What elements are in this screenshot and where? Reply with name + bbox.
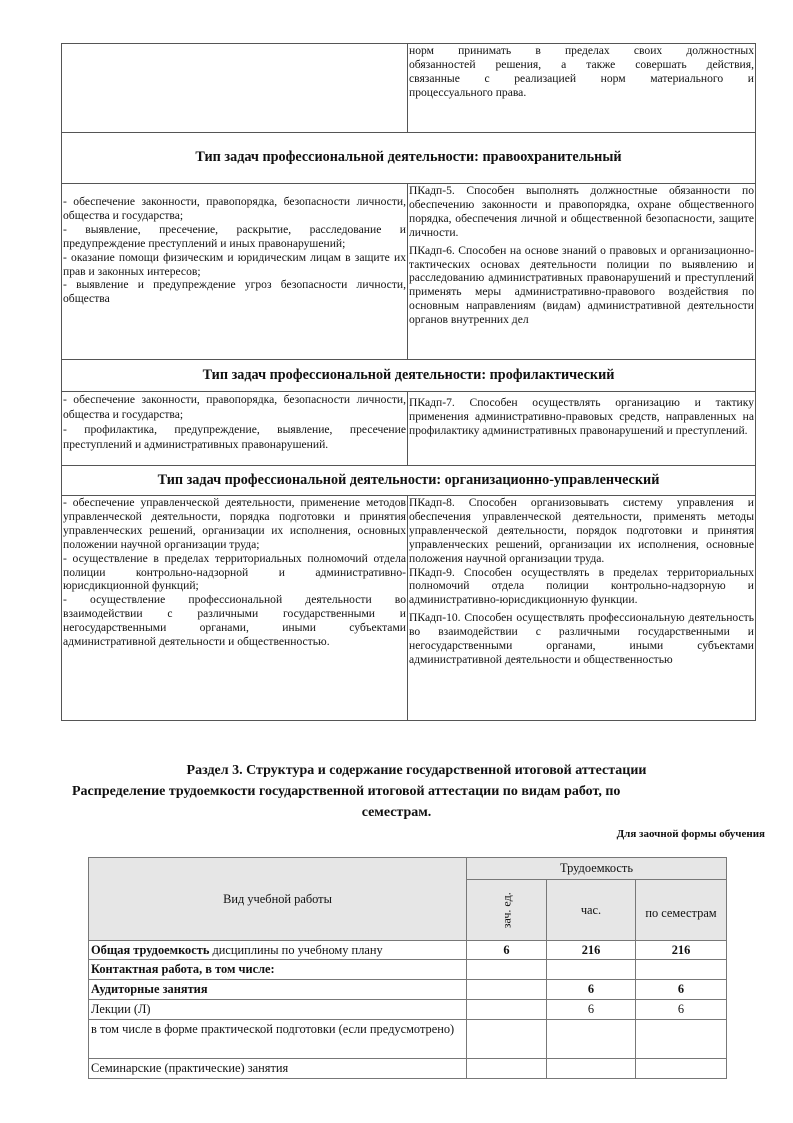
tasks-cell: - обеспечение законности, правопорядка, безопасности личности, общества и государства; - профилактика, предупреждение, выявление, пресечение преступлений и административных правонарушений.	[62, 392, 408, 466]
cell-zet	[467, 980, 547, 1000]
section3-subtitle-line1: Распределение трудоемкости государственной итоговой аттестации по видам работ, по	[72, 784, 621, 799]
table-row-seminars	[89, 1059, 727, 1079]
cell-hours: 6	[547, 1000, 636, 1020]
row-label: в том числе в форме практической подготовки (если предусмотрено)	[89, 1020, 467, 1059]
section3-title: Раздел 3. Структура и содержание государственной итоговой аттестации	[186, 763, 647, 778]
section-title-preventive: Тип задач профессиональной деятельности: профилактический	[62, 360, 756, 392]
section-header-row	[62, 466, 756, 496]
competence-cell	[408, 184, 756, 360]
cell-zet	[467, 1059, 547, 1079]
table-row	[62, 392, 756, 466]
header-work-type: Вид учебной работы	[89, 858, 467, 941]
table-row	[62, 184, 756, 360]
section3-subtitle-line2: семестрам.	[361, 805, 432, 820]
cell-semester: 6	[636, 1000, 727, 1020]
competence-cell-continuation: норм принимать в пределах своих должностных обязанностей решения, а также совершать действия, связанные с реализацией норм материального и процессуального права.	[408, 44, 756, 133]
section-header-row	[62, 133, 756, 184]
table-row-continuation	[62, 44, 756, 133]
header-labor: Трудоемкость	[467, 858, 727, 880]
table-row	[62, 496, 756, 721]
cell-hours	[547, 960, 636, 980]
labor-intensity-table	[88, 857, 727, 1079]
cell-semester: 6	[636, 980, 727, 1000]
header-hours: час.	[547, 880, 636, 941]
form-note: Для заочной формы обучения	[616, 828, 765, 840]
cell-hours	[547, 1059, 636, 1079]
cell-semester	[636, 1059, 727, 1079]
cell-semester	[636, 1020, 727, 1059]
competence-pkadp-5: ПКадп-5. Способен выполнять должностные обязанности по обеспечению законности и правопорядка, охране общественного порядка, обеспечения личной и общественной безопасности, защите личности.	[409, 184, 754, 239]
tasks-cell-empty	[62, 44, 408, 133]
cell-hours: 216	[547, 941, 636, 960]
table-row-practical-training	[89, 1020, 727, 1059]
row-label: Контактная работа, в том числе:	[89, 960, 467, 980]
cell-semester	[636, 960, 727, 980]
row-label: Лекции (Л)	[89, 1000, 467, 1020]
cell-zet	[467, 1020, 547, 1059]
competence-table	[61, 43, 756, 721]
row-label: Аудиторные занятия	[89, 980, 467, 1000]
tasks-cell: - обеспечение законности, правопорядка, безопасности личности, общества и государства; - выявление, пресечение, раскрытие, расследование и предупреждение преступлений и иных правонарушений; - оказание помощи физическим и юридическим лицам в защите их прав и законных интересов; - выявление и предупреждение угроз безопасности личности, общества	[62, 184, 408, 360]
header-row	[89, 858, 727, 880]
table-row-lectures	[89, 1000, 727, 1020]
competence-pkadp-8: ПКадп-8. Способен организовывать систему управления и обеспечения управленческой деятельности, применять методы управленческой деятельности, порядок подготовки и принятия управленческих решений, организации их исполнения, основные положения научной организации труда.	[409, 496, 754, 565]
section-header-row	[62, 360, 756, 392]
cell-zet	[467, 1000, 547, 1020]
tasks-cell: - обеспечение управленческой деятельности, применение методов управленческой деятельности, порядка подготовки и принятия управленческих решений, организации их исполнения, основных положении научной организации труда; - осуществление в пределах территориальных полномочий отдела полиции контрольно-надзорной и административно-юрисдикционной функций; - осуществление профессиональной деятельности во взаимодействии с различными государственными и негосударственными органами, иными субъектами административной деятельности и общественностью.	[62, 496, 408, 721]
header-by-semester: по семестрам	[636, 880, 727, 941]
competence-pkadp-7: ПКадп-7. Способен осуществлять организацию и тактику применения административно-правовых средств, направленных на профилактику административных правонарушений и преступлений.	[409, 396, 754, 437]
competence-cell	[408, 496, 756, 721]
cell-semester: 216	[636, 941, 727, 960]
section-title-law-enforcement: Тип задач профессиональной деятельности: правоохранительный	[62, 133, 756, 184]
row-label: Общая трудоемкость дисциплины по учебному плану	[89, 941, 467, 960]
table-row-contact	[89, 960, 727, 980]
competence-cell	[408, 392, 756, 466]
competence-pkadp-9: ПКадп-9. Способен осуществлять в пределах территориальных полномочий отдела полиции контрольно-надзорную и административно-юрисдикционную функции.	[409, 565, 754, 607]
row-label: Семинарские (практические) занятия	[89, 1059, 467, 1079]
table-row-auditory	[89, 980, 727, 1000]
cell-hours: 6	[547, 980, 636, 1000]
competence-pkadp-10: ПКадп-10. Способен осуществлять профессиональную деятельность во взаимодействии с различными государственными и негосударственными органами, иными субъектами административной деятельности и общественностью	[409, 611, 754, 666]
header-zet: зач. ед.	[467, 880, 547, 941]
competence-pkadp-6: ПКадп-6. Способен на основе знаний о правовых и организационно-тактических основах деятельности полиции по выявлению и расследованию административных правонарушений и преступлений применять меры административно-правового воздействия по основным направлениям (видам) административной деятельности органов внутренних дел	[409, 243, 754, 327]
cell-zet	[467, 960, 547, 980]
cell-hours	[547, 1020, 636, 1059]
cell-zet: 6	[467, 941, 547, 960]
section-title-organizational: Тип задач профессиональной деятельности: организационно-управленческий	[62, 466, 756, 496]
table-row-total	[89, 941, 727, 960]
